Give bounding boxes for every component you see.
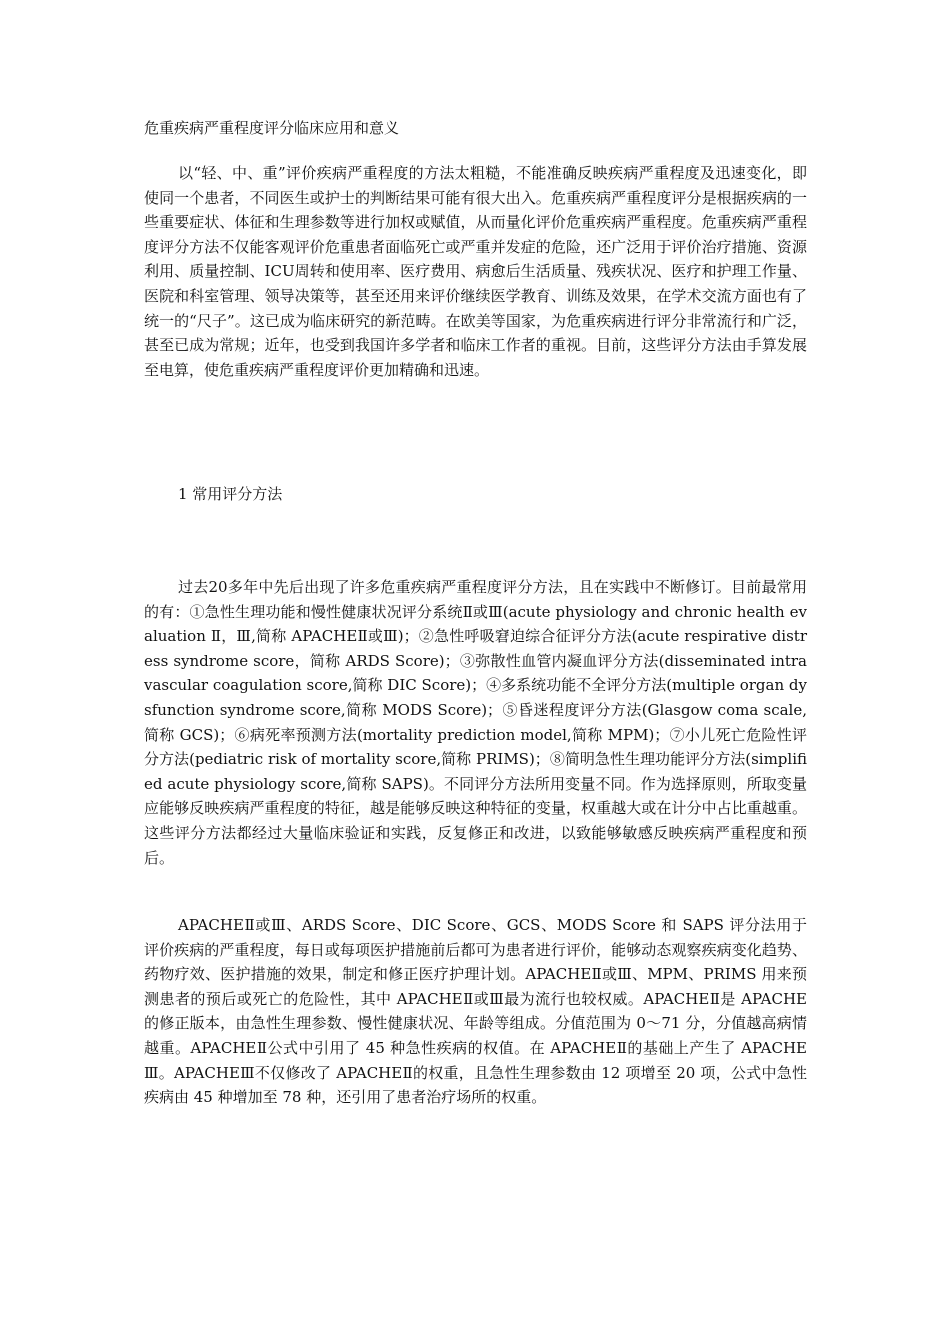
apache-paragraph: APACHEⅡ或Ⅲ、ARDS Score、DIC Score、GCS、MODS Score 和 SAPS 评分法用于评价疾病的严重程度，每日或每项医护措施前后都可为患者进行评价，能够动态观察疾病变化趋势、药物疗效、医护措施的效果，制定和修正医疗护理计划。APACHEⅡ或Ⅲ、MPM、PRIMS 用来预测患者的预后或死亡的危险性，其中 APACHEⅡ或Ⅲ最为流行也较权威。APACHEⅡ是 APACHE 的修正版本，由急性生理参数、慢性健康状况、年龄等组成。分值范围为 0～71 分，分值越高病情越重。APACHEⅡ公式中引用了 45 种急性疾病的权值。在 APACHEⅡ的基础上产生了 APACHEⅢ。APACHEⅢ不仅修改了 APACHEⅡ的权重，且急性生理参数由 12 项增至 20 项，公式中急性疾病由 45 种增加至 78 种，还引用了患者治疗场所的权重。	[144, 916, 807, 1107]
section-heading: 1 常用评分方法	[178, 485, 283, 503]
methods-paragraph: 过去20多年中先后出现了许多危重疾病严重程度评分方法，且在实践中不断修订。目前最常用的有：①急性生理功能和慢性健康状况评分系统Ⅱ或Ⅲ(acute physiology and chronic health evaluation Ⅱ，Ⅲ,简称 APACHEⅡ或Ⅲ)；②急性呼吸窘迫综合征评分方法(acute respirative distress syndrome score，简称 ARDS Score)；③弥散性血管内凝血评分方法(disseminated intravascular coagulation score,简称 DIC Score)；④多系统功能不全评分方法(multiple organ dysfunction syndrome score,简称 MODS Score)；⑤昏迷程度评分方法(Glasgow coma scale,简称 GCS)；⑥病死率预测方法(mortality prediction model,简称 MPM)；⑦小儿死亡危险性评分方法(pediatric risk of mortality score,简称 PRIMS)；⑧简明急性生理功能评分方法(simplified acute physiology score,简称 SAPS)。不同评分方法所用变量不同。作为选择原则，所取变量应能够反映疾病严重程度的特征，越是能够反映这种特征的变量，权重越大或在计分中占比重越重。这些评分方法都经过大量临床验证和实践，反复修正和改进，以致能够敏感反映疾病严重程度和预后。	[144, 578, 807, 867]
intro-paragraph: 以“轻、中、重”评价疾病严重程度的方法太粗糙，不能准确反映疾病严重程度及迅速变化，即使同一个患者，不同医生或护士的判断结果可能有很大出入。危重疾病严重程度评分是根据疾病的一些重要症状、体征和生理参数等进行加权或赋值，从而量化评价危重疾病严重程度。危重疾病严重程度评分方法不仅能客观评价危重患者面临死亡或严重并发症的危险，还广泛用于评价治疗措施、资源利用、质量控制、ICU周转和使用率、医疗费用、病愈后生活质量、残疾状况、医疗和护理工作量、医院和科室管理、领导决策等，甚至还用来评价继续医学教育、训练及效果，在学术交流方面也有了统一的“尺子”。这已成为临床研究的新范畴。在欧美等国家，为危重疾病进行评分非常流行和广泛，甚至已成为常规；近年，也受到我国许多学者和临床工作者的重视。目前，这些评分方法由手算发展至电算，使危重疾病严重程度评价更加精确和迅速。	[144, 164, 807, 379]
document-title: 危重疾病严重程度评分临床应用和意义	[144, 119, 400, 137]
